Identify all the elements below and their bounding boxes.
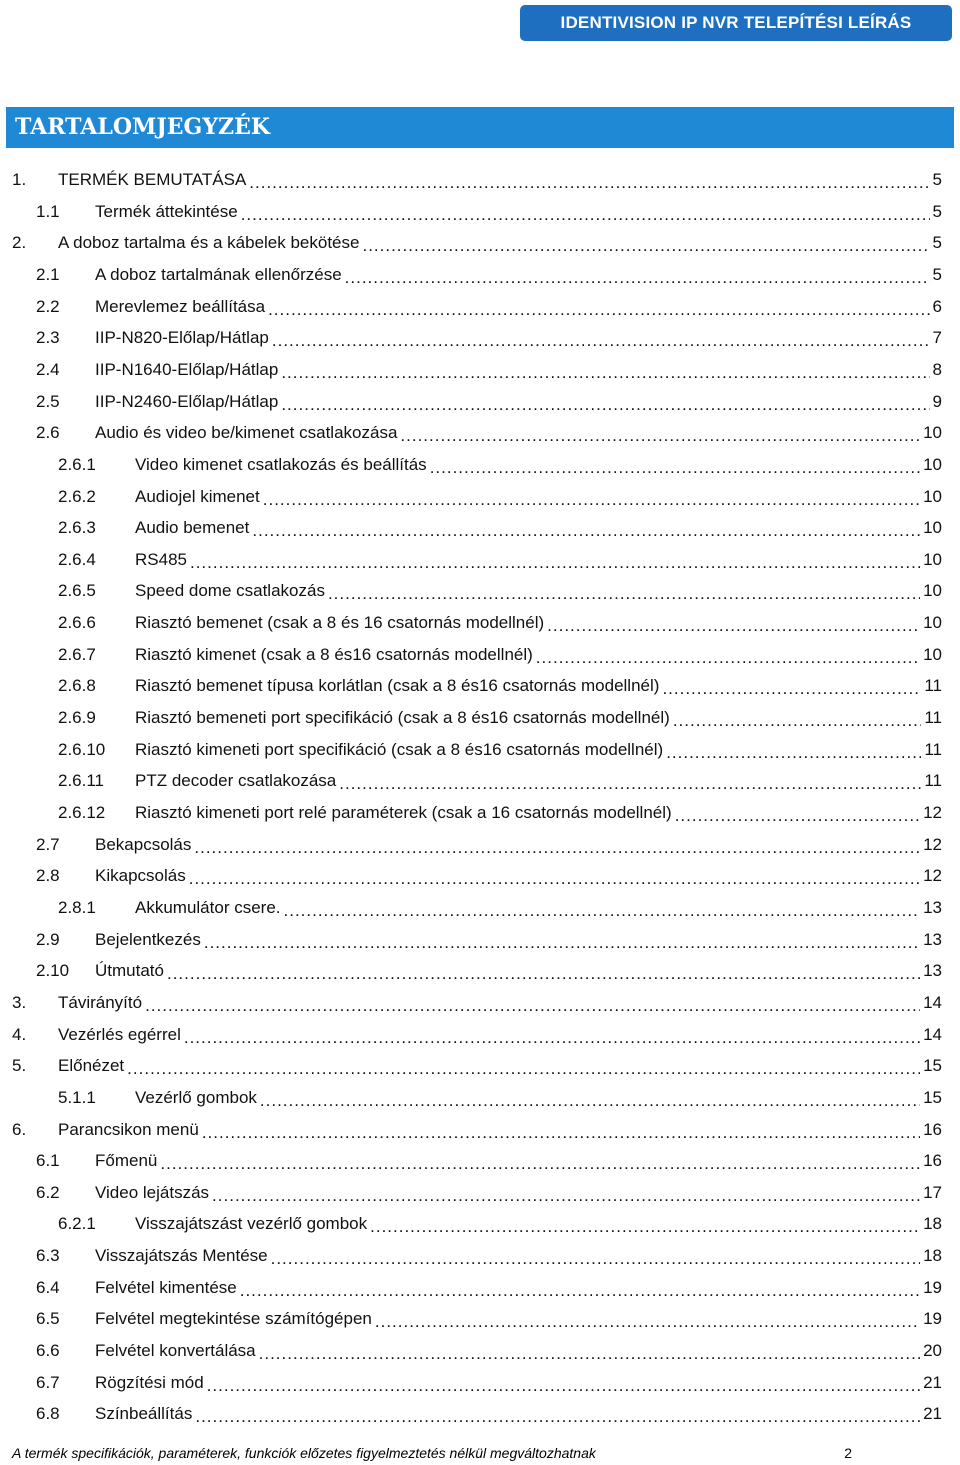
toc-entry[interactable] <box>12 1115 942 1145</box>
toc-dot-leader <box>268 300 929 318</box>
toc-entry-number: 4. <box>12 1025 27 1044</box>
toc-entry-number: 6.6 <box>36 1341 60 1360</box>
toc-entry[interactable] <box>36 418 942 448</box>
toc-entry[interactable] <box>36 830 942 860</box>
toc-dot-leader <box>207 1376 920 1394</box>
toc-dot-leader <box>547 616 920 634</box>
toc-entry[interactable] <box>12 165 942 195</box>
toc-entry-page: 21 <box>923 1404 942 1423</box>
toc-entry-page: 19 <box>923 1309 942 1328</box>
toc-entry[interactable] <box>36 1178 942 1208</box>
toc-entry-page: 11 <box>924 676 942 695</box>
toc-entry-page: 18 <box>923 1246 942 1265</box>
toc-entry-label: Video kimenet csatlakozás és beállítás <box>135 455 427 474</box>
toc-entry-number: 2.6.11 <box>58 771 105 790</box>
toc-entry-label: Rögzítési mód <box>95 1373 204 1392</box>
toc-entry-page: 15 <box>923 1056 942 1075</box>
toc-entry[interactable] <box>58 703 942 733</box>
page-footer <box>12 1445 942 1465</box>
toc-entry[interactable] <box>58 450 942 480</box>
toc-title: TARTALOMJEGYZÉK <box>15 114 270 140</box>
toc-dot-leader <box>281 395 929 413</box>
toc-dot-leader <box>252 521 920 539</box>
toc-entry-page: 13 <box>923 961 942 980</box>
toc-entry-label: Riasztó bemenet (csak a 8 és 16 csatornás modellnél) <box>135 613 545 632</box>
toc-entry-number: 6.3 <box>36 1246 60 1265</box>
toc-entry-label: Felvétel konvertálása <box>95 1341 256 1360</box>
toc-entry-page: 17 <box>923 1183 942 1202</box>
toc-entry-number: 6.5 <box>36 1309 60 1328</box>
toc-entry[interactable] <box>36 1241 942 1271</box>
toc-entry[interactable] <box>36 387 942 417</box>
toc-entry-number: 1. <box>12 170 27 189</box>
toc-entry[interactable] <box>36 861 942 891</box>
toc-entry[interactable] <box>58 545 942 575</box>
toc-entry-label: Audio bemenet <box>135 518 250 537</box>
toc-entry-number: 6.8 <box>36 1404 60 1423</box>
toc-dot-leader <box>430 458 920 476</box>
toc-entry-label: Útmutató <box>95 961 164 980</box>
toc-entry[interactable] <box>36 260 942 290</box>
toc-entry[interactable] <box>58 735 942 765</box>
toc-entry-number: 6.4 <box>36 1278 60 1297</box>
toc-dot-leader <box>259 1344 920 1362</box>
toc-dot-leader <box>400 426 920 444</box>
toc-entry-label: Bejelentkezés <box>95 930 201 949</box>
toc-dot-leader <box>195 1407 920 1425</box>
toc-entry-page: 16 <box>923 1151 942 1170</box>
toc-entry-label: Vezérlő gombok <box>135 1088 257 1107</box>
toc-entry-page: 8 <box>932 360 942 379</box>
toc-entry-number: 5. <box>12 1056 27 1075</box>
toc-dot-leader <box>673 711 922 729</box>
toc-entry-label: Akkumulátor csere. <box>135 898 281 917</box>
toc-entry-page: 10 <box>923 487 942 506</box>
toc-entry-label: IIP-N1640-Előlap/Hátlap <box>95 360 279 379</box>
toc-entry[interactable] <box>58 513 942 543</box>
toc-dot-leader <box>675 806 920 824</box>
toc-entry-label: Főmenü <box>95 1151 158 1170</box>
toc-entry-number: 6.1 <box>36 1151 60 1170</box>
toc-entry[interactable] <box>36 197 942 227</box>
toc-entry[interactable] <box>12 988 942 1018</box>
footer-disclaimer: A termék specifikációk, paraméterek, funkciók előzetes figyelmeztetés nélkül megváltozhatnak <box>12 1445 596 1461</box>
toc-dot-leader <box>328 584 920 602</box>
toc-entry-label: Speed dome csatlakozás <box>135 581 325 600</box>
toc-entry-page: 10 <box>923 613 942 632</box>
toc-entry-page: 5 <box>932 233 942 252</box>
toc-entry[interactable] <box>58 1083 942 1113</box>
toc-dot-leader <box>184 1028 920 1046</box>
toc-entry-number: 6.7 <box>36 1373 60 1392</box>
toc-entry-number: 2.6 <box>36 423 60 442</box>
toc-entry-number: 2.4 <box>36 360 60 379</box>
toc-entry[interactable] <box>12 1051 942 1081</box>
toc-entry-page: 5 <box>932 265 942 284</box>
toc-entry-number: 2.5 <box>36 392 60 411</box>
toc-entry-page: 21 <box>923 1373 942 1392</box>
toc-dot-leader <box>194 838 920 856</box>
toc-entry-page: 5 <box>932 202 942 221</box>
toc-entry-page: 10 <box>923 423 942 442</box>
toc-entry-label: TERMÉK BEMUTATÁSA <box>58 170 247 189</box>
toc-entry-number: 1.1 <box>36 202 60 221</box>
toc-entry[interactable] <box>58 608 942 638</box>
toc-entry-page: 16 <box>923 1120 942 1139</box>
toc-entry-page: 10 <box>923 518 942 537</box>
toc-entry-label: Merevlemez beállítása <box>95 297 266 316</box>
toc-entry[interactable] <box>58 640 942 670</box>
document-header-badge: IDENTIVISION IP NVR TELEPÍTÉSI LEÍRÁS <box>520 5 952 41</box>
toc-entry-number: 2.9 <box>36 930 60 949</box>
toc-entry-label: Felvétel megtekintése számítógépen <box>95 1309 372 1328</box>
toc-entry-label: Visszajátszás Mentése <box>95 1246 268 1265</box>
toc-entry-label: Termék áttekintése <box>95 202 238 221</box>
toc-entry[interactable] <box>36 292 942 322</box>
toc-dot-leader <box>339 774 921 792</box>
toc-dot-leader <box>662 679 921 697</box>
toc-entry[interactable] <box>36 1336 942 1366</box>
toc-entry-label: Audio és video be/kimenet csatlakozása <box>95 423 398 442</box>
toc-entry[interactable] <box>36 355 942 385</box>
toc-entry-page: 12 <box>923 803 942 822</box>
toc-dot-leader <box>202 1123 920 1141</box>
toc-entry[interactable] <box>36 925 942 955</box>
toc-entry-number: 2.6.8 <box>58 676 96 695</box>
toc-entry-number: 2. <box>12 233 27 252</box>
toc-entry-page: 9 <box>932 392 942 411</box>
toc-entry[interactable] <box>12 1020 942 1050</box>
toc-dot-leader <box>145 996 920 1014</box>
toc-entry[interactable] <box>36 1273 942 1303</box>
toc-entry-label: Színbeállítás <box>95 1404 193 1423</box>
toc-dot-leader <box>127 1059 920 1077</box>
toc-entry-number: 2.7 <box>36 835 60 854</box>
toc-entry-number: 2.10 <box>36 961 70 980</box>
toc-entry-label: Riasztó bemeneti port specifikáció (csak a 8 és16 csatornás modellnél) <box>135 708 670 727</box>
toc-dot-leader <box>260 1091 920 1109</box>
toc-entry[interactable] <box>58 482 942 512</box>
toc-entry-page: 11 <box>924 771 942 790</box>
toc-entry-number: 2.6.12 <box>58 803 106 822</box>
toc-dot-leader <box>284 901 921 919</box>
toc-entry-label: Előnézet <box>58 1056 125 1075</box>
toc-entry-label: Riasztó kimeneti port relé paraméterek (csak a 16 csatornás modellnél) <box>135 803 672 822</box>
toc-entry-number: 5.1.1 <box>58 1088 96 1107</box>
toc-dot-leader <box>204 933 920 951</box>
toc-entry[interactable] <box>58 798 942 828</box>
toc-entry-page: 11 <box>924 740 942 759</box>
toc-entry-number: 2.6.10 <box>58 740 106 759</box>
toc-entry-page: 6 <box>932 297 942 316</box>
toc-entry-page: 10 <box>923 550 942 569</box>
toc-entry-label: Távirányító <box>58 993 143 1012</box>
toc-entry-page: 11 <box>924 708 942 727</box>
toc-entry-page: 5 <box>932 170 942 189</box>
toc-entry-number: 2.6.9 <box>58 708 96 727</box>
toc-entry-page: 13 <box>923 898 942 917</box>
toc-entry-label: A doboz tartalmának ellenőrzése <box>95 265 342 284</box>
toc-entry-label: A doboz tartalma és a kábelek bekötése <box>58 233 360 252</box>
toc-dot-leader <box>281 363 929 381</box>
toc-entry-number: 2.3 <box>36 328 60 347</box>
toc-entry[interactable] <box>58 893 942 923</box>
toc-entry-page: 20 <box>923 1341 942 1360</box>
toc-entry-page: 14 <box>923 993 942 1012</box>
toc-entry[interactable] <box>58 671 942 701</box>
toc-entry-page: 19 <box>923 1278 942 1297</box>
toc-dot-leader <box>666 743 921 761</box>
toc-entry[interactable] <box>36 323 942 353</box>
toc-entry-number: 2.6.6 <box>58 613 96 632</box>
toc-entry-number: 6. <box>12 1120 27 1139</box>
toc-entry-page: 13 <box>923 930 942 949</box>
toc-entry[interactable] <box>36 956 942 986</box>
toc-entry-label: RS485 <box>135 550 187 569</box>
toc-entry[interactable] <box>36 1304 942 1334</box>
toc-entry-label: Bekapcsolás <box>95 835 192 854</box>
toc-entry-label: IIP-N2460-Előlap/Hátlap <box>95 392 279 411</box>
toc-dot-leader <box>167 964 920 982</box>
toc-entry-page: 10 <box>923 455 942 474</box>
toc-entry-page: 10 <box>923 645 942 664</box>
toc-dot-leader <box>189 869 920 887</box>
toc-dot-leader <box>160 1154 920 1172</box>
toc-dot-leader <box>272 331 930 349</box>
toc-entry-number: 3. <box>12 993 27 1012</box>
toc-dot-leader <box>362 236 929 254</box>
page-number: 2 <box>844 1445 852 1461</box>
toc-dot-leader <box>536 648 920 666</box>
toc-entry-label: Audiojel kimenet <box>135 487 260 506</box>
toc-entry-number: 2.1 <box>36 265 60 284</box>
toc-dot-leader <box>249 173 929 191</box>
toc-entry-page: 12 <box>923 866 942 885</box>
toc-entry-page: 14 <box>923 1025 942 1044</box>
toc-entry-label: Riasztó kimeneti port specifikáció (csak a 8 és16 csatornás modellnél) <box>135 740 664 759</box>
toc-entry-label: Video lejátszás <box>95 1183 210 1202</box>
toc-entry-label: IIP-N820-Előlap/Hátlap <box>95 328 269 347</box>
toc-entry-page: 7 <box>932 328 942 347</box>
toc-entry-label: Felvétel kimentése <box>95 1278 237 1297</box>
toc-entry-label: Riasztó bemenet típusa korlátlan (csak a 8 és16 csatornás modellnél) <box>135 676 660 695</box>
toc-entry-number: 6.2.1 <box>58 1214 96 1233</box>
toc-entry-number: 2.6.1 <box>58 455 96 474</box>
toc-entry-label: Kikapcsolás <box>95 866 186 885</box>
toc-entry-number: 6.2 <box>36 1183 60 1202</box>
toc-entry[interactable] <box>58 576 942 606</box>
toc-entry-label: Vezérlés egérrel <box>58 1025 181 1044</box>
toc-entry[interactable] <box>36 1368 942 1398</box>
toc-entry-label: Riasztó kimenet (csak a 8 és16 csatornás modellnél) <box>135 645 533 664</box>
toc-dot-leader <box>263 490 920 508</box>
toc-dot-leader <box>240 1281 920 1299</box>
toc-entry-number: 2.6.4 <box>58 550 96 569</box>
toc-entry[interactable] <box>58 766 942 796</box>
toc-dot-leader <box>271 1249 920 1267</box>
toc-entry-number: 2.6.2 <box>58 487 96 506</box>
toc-entry-number: 2.6.7 <box>58 645 96 664</box>
toc-dot-leader <box>375 1312 920 1330</box>
toc-dot-leader <box>212 1186 920 1204</box>
toc-entry-number: 2.8.1 <box>58 898 96 917</box>
toc-entry-page: 12 <box>923 835 942 854</box>
toc-title-bar <box>6 107 954 148</box>
toc-entry-label: Parancsikon menü <box>58 1120 199 1139</box>
toc-entry-page: 15 <box>923 1088 942 1107</box>
toc-entry-number: 2.8 <box>36 866 60 885</box>
toc-entry-page: 18 <box>923 1214 942 1233</box>
toc-dot-leader <box>345 268 930 286</box>
toc-entry[interactable] <box>36 1399 942 1429</box>
toc-entry[interactable] <box>58 1209 942 1239</box>
toc-entry[interactable] <box>12 228 942 258</box>
toc-dot-leader <box>241 205 930 223</box>
toc-entry-number: 2.2 <box>36 297 60 316</box>
toc-dot-leader <box>190 553 920 571</box>
toc-entry-label: PTZ decoder csatlakozása <box>135 771 337 790</box>
toc-entry-number: 2.6.3 <box>58 518 96 537</box>
toc-entry-label: Visszajátszást vezérlő gombok <box>135 1214 368 1233</box>
toc-entry-page: 10 <box>923 581 942 600</box>
toc-entry-number: 2.6.5 <box>58 581 96 600</box>
toc-entry[interactable] <box>36 1146 942 1176</box>
toc-dot-leader <box>370 1217 920 1235</box>
